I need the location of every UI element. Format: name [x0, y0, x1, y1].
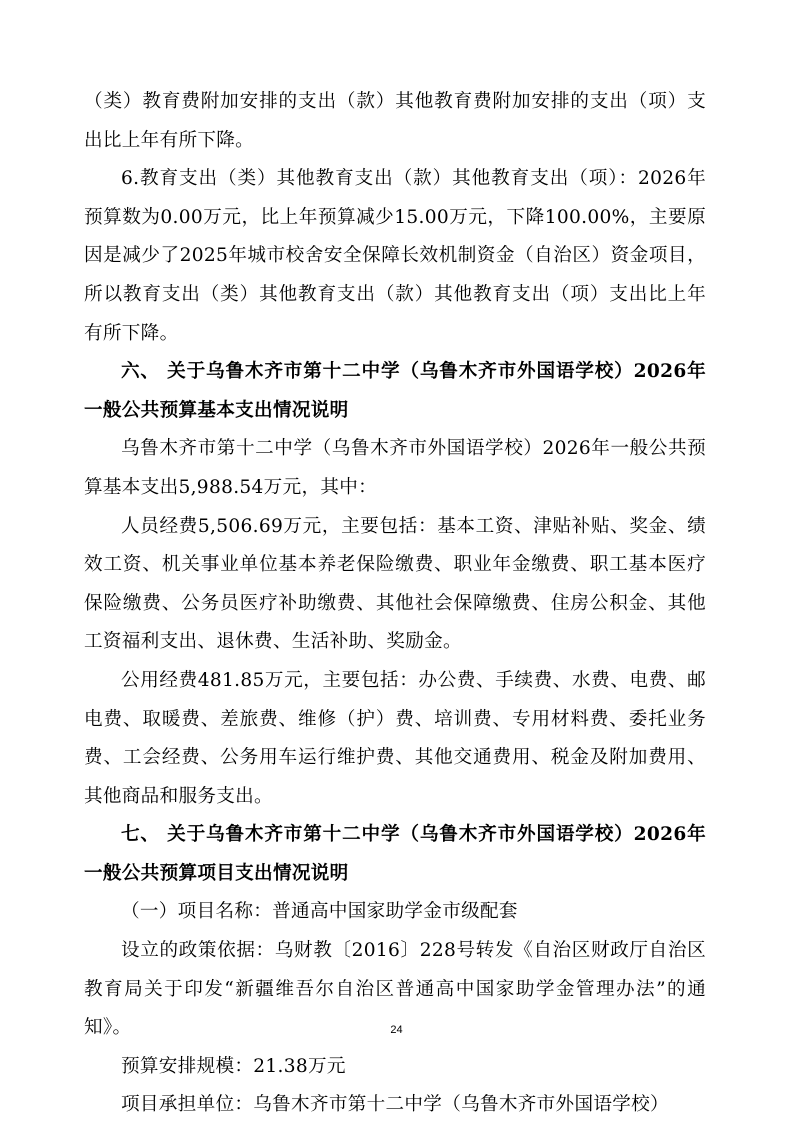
paragraph-expense-item-5-continued: （类）教育费附加安排的支出（款）其他教育费附加安排的支出（项）支出比上年有所下降。	[84, 91, 706, 151]
paragraph-expense-item-6: 6.教育支出（类）其他教育支出（款）其他教育支出（项）：2026年预算数为0.00万元，比上年预算减少15.00万元，下降100.00%，主要原因是减少了2025年城市校舍安全保障长效机制资金（自治区）资金项目，所以教育支出（类）其他教育支出（款）其他教育支出（项）支出比上年有所下降。	[84, 168, 706, 344]
paragraph-public-expense: 公用经费481.85万元，主要包括：办公费、手续费、水费、电费、邮电费、取暖费、差旅费、维修（护）费、培训费、专用材料费、委托业务费、工会经费、公务用车运行维护费、其他交通费用、税金及附加费用、其他商品和服务支出。	[84, 669, 706, 807]
paragraph-budget-scale: 预算安排规模：21.38万元	[121, 1055, 346, 1077]
paragraph-responsible-unit: 项目承担单位：乌鲁木齐市第十二中学（乌鲁木齐市外国语学校）	[121, 1094, 669, 1116]
section-heading-basic-expenditure: 六、 关于乌鲁木齐市第十二中学（乌鲁木齐市外国语学校）2026年一般公共预算基本支出情况说明	[84, 361, 706, 421]
document-body	[84, 83, 706, 1125]
page-number: 24	[390, 1024, 403, 1036]
paragraph-project-name: （一）项目名称：普通高中国家助学金市级配套	[121, 901, 518, 923]
paragraph-basic-expenditure-total: 乌鲁木齐市第十二中学（乌鲁木齐市外国语学校）2026年一般公共预算基本支出5,988.54万元，其中：	[84, 438, 706, 498]
section-heading-project-expenditure: 七、 关于乌鲁木齐市第十二中学（乌鲁木齐市外国语学校）2026年一般公共预算项目支出情况说明	[84, 824, 706, 884]
paragraph-personnel-expense: 人员经费5,506.69万元，主要包括：基本工资、津贴补贴、奖金、绩效工资、机关事业单位基本养老保险缴费、职业年金缴费、职工基本医疗保险缴费、公务员医疗补助缴费、其他社会保障缴费、住房公积金、其他工资福利支出、退休费、生活补助、奖励金。	[84, 515, 706, 653]
paragraph-policy-basis: 设立的政策依据：乌财教〔2016〕228号转发《自治区财政厅自治区教育局关于印发“新疆维吾尔自治区普通高中国家助学金管理办法”的通知》。	[84, 940, 706, 1039]
